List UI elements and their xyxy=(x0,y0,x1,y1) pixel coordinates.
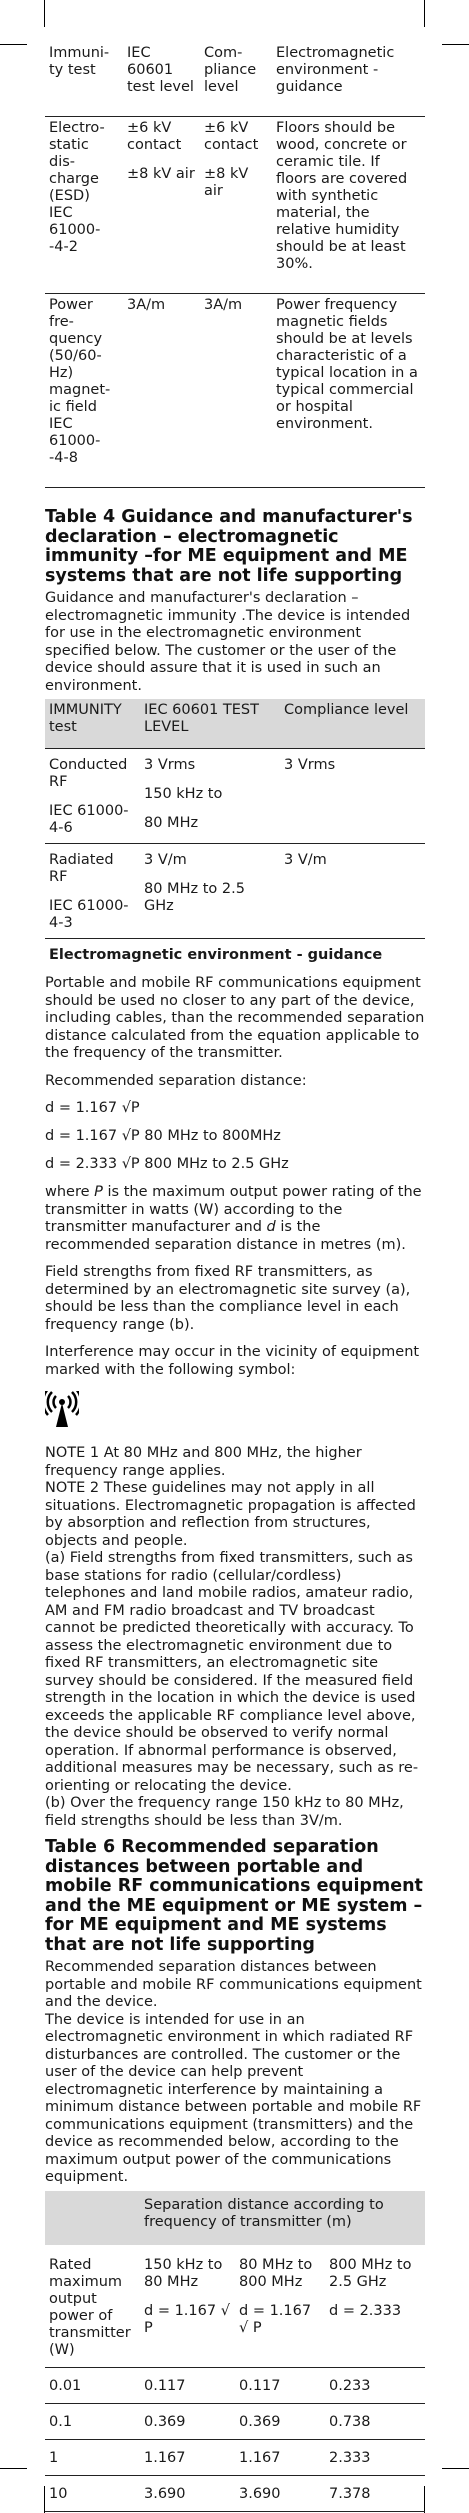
compliance-cell: 3A/m xyxy=(200,294,272,488)
compliance-cell: 3 Vrms xyxy=(280,749,425,844)
cell-text: IEC 61000--4-2 xyxy=(49,205,101,255)
formula: d = 1.167 √P xyxy=(45,1100,140,1116)
crop-mark xyxy=(0,44,27,45)
level-cell xyxy=(140,844,280,939)
cell-text: ±6 kV contact xyxy=(204,120,259,153)
non-ionizing-radiation-icon xyxy=(45,1391,79,1427)
paragraph: The device is intended for use in an electromagnetic environment in which radiated RF disturbances are controlled. The customer or the user of the device can help prevent electromagnetic interference by maintaining a minimum distance between portable and mobile RF communications equipment (transmitters) and the device as recommended below, according to the maximum output power of the communications equipment. xyxy=(45,2011,422,2185)
guidance-cell: Floors should be wood, concrete or ceramic tile. If floors are covered with synthetic material, the relative humidity should be at least 30%. xyxy=(272,117,425,294)
table-header-row xyxy=(45,45,425,117)
header-cell: Immuni-ty test xyxy=(45,45,123,117)
header-cell: Electromagnetic environment - guidance xyxy=(272,45,425,117)
table-row xyxy=(45,2475,425,2511)
crop-mark xyxy=(442,2468,469,2469)
compliance-cell xyxy=(200,117,272,294)
formula: d = 1.167 √P 80 MHz to 800MHz xyxy=(45,1128,281,1144)
header-cell: Com-pliance level xyxy=(200,45,272,117)
note: (a) Field strengths from fixed transmitters, such as base stations for radio (cellular/cordless) telephones and land mobile radios, amateur radio, AM and FM radio broadcast and TV broadcast cannot be predicted theoretically with accuracy. To assess the electromagnetic environment due to fixed RF transmitters, an electromagnetic site survey should be considered. If the measured field strength in the location in which the device is used exceeds the applicable RF compliance level above, the device should be observed to verify normal operation. If abnormal performance is observed, additional measures may be necessary, such as re-orienting or relocating the device. xyxy=(45,1550,419,1794)
paragraph: Guidance and manufacturer's declaration – electromagnetic immunity .The device is intended for use in the electromagnetic environment specified below. The customer or the user of the device should assure that it is used in such an environment. xyxy=(45,590,411,694)
test-cell xyxy=(45,844,140,939)
paragraph: Interference may occur in the vicinity of equipment marked with the following symbol: xyxy=(45,1344,420,1378)
crop-mark xyxy=(442,44,469,45)
cell-text: ±6 kV contact xyxy=(127,120,182,153)
cell-text: 80 MHz to 800 MHz xyxy=(239,2256,313,2290)
separation-distance-table xyxy=(45,2191,425,2512)
paragraph: Recommended separation distance: xyxy=(45,1072,307,1089)
group-header-cell: Separation distance according to frequency of transmitter (m) xyxy=(144,2196,384,2230)
cell-text: 80 MHz to 2.5 GHz xyxy=(144,881,245,914)
cell-text: 80 MHz xyxy=(144,815,199,831)
header-cell xyxy=(235,2245,325,2368)
level-cell: 3A/m xyxy=(123,294,200,488)
immunity-rf-table xyxy=(45,699,425,939)
paragraph: where P is the maximum output power rating of the transmitter in watts (W) according to the transmitter manufacturer and d is the recommended separation distance in metres (m). xyxy=(45,1184,422,1253)
cell-text: Power fre-quency (50/60-Hz) magnet-ic field xyxy=(49,297,111,415)
cell-text: d = 1.167 √ P xyxy=(144,2302,230,2336)
section-title: Table 6 Recommended separation distances between portable and mobile RF communications equipment and the ME equipment or ME system – for ME equipment and ME systems that are not life supporting xyxy=(45,1837,423,1955)
cell-text: 800 MHz to 2.5 GHz xyxy=(329,2256,412,2290)
table-cell: 0.117 xyxy=(140,2367,235,2403)
note: NOTE 2 These guidelines may not apply in all situations. Electromagnetic propagation is affected by absorption and reflection from structures, objects and people. xyxy=(45,1480,416,1549)
crop-mark xyxy=(44,0,45,27)
section-title: Table 4 Guidance and manufacturer's declaration – electromagnetic immunity –for ME equipment and ME systems that are not life supporting xyxy=(45,507,413,586)
cell-text: 150 kHz to xyxy=(144,786,223,802)
table-row xyxy=(45,117,425,294)
level-cell xyxy=(123,117,200,294)
table-row xyxy=(45,844,425,939)
table-cell: 1.167 xyxy=(140,2439,235,2475)
cell-text: IEC 61000--4-8 xyxy=(49,416,101,466)
table-cell: 10 xyxy=(45,2475,140,2511)
cell-text: d = 2.333 xyxy=(329,2302,402,2319)
table-cell: 0.233 xyxy=(325,2367,425,2403)
immunity-table xyxy=(45,45,425,488)
crop-mark xyxy=(0,2468,27,2469)
table-cell: 0.369 xyxy=(140,2403,235,2439)
header-cell: IMMUNITY test xyxy=(45,699,140,749)
table-cell: 1 xyxy=(45,2439,140,2475)
level-cell xyxy=(140,749,280,844)
table-row xyxy=(45,2367,425,2403)
paragraph: Field strengths from fixed RF transmitters, as determined by an electromagnetic site survey (a), should be less than the compliance level in each frequency range (b). xyxy=(45,1264,411,1333)
test-cell xyxy=(45,117,123,294)
cell-text: 3 V/m xyxy=(144,852,187,868)
test-cell xyxy=(45,294,123,488)
table-header-row xyxy=(45,2245,425,2368)
header-cell xyxy=(45,2191,140,2245)
paragraph: Portable and mobile RF communications equipment should be used no closer to any part of the device, including cables, than the recommended separation distance calculated from the equation applicable to the frequency of the transmitter. xyxy=(45,975,425,1061)
header-cell: Compliance level xyxy=(280,699,425,749)
cell-text: Radiated RF xyxy=(49,852,114,885)
cell-text: ±8 kV air xyxy=(127,166,195,182)
page-content xyxy=(45,45,425,2512)
cell-text: d = 1.167 √ P xyxy=(239,2302,312,2336)
table-cell: 2.333 xyxy=(325,2439,425,2475)
header-cell xyxy=(140,2245,235,2368)
note: NOTE 1 At 80 MHz and 800 MHz, the higher frequency range applies. xyxy=(45,1445,362,1479)
guidance-cell: Power frequency magnetic fields should be at levels characteristic of a typical location in a typical commercial or hospital environment. xyxy=(272,294,425,488)
table-header-row xyxy=(45,2191,425,2245)
table-cell: 0.738 xyxy=(325,2403,425,2439)
test-cell xyxy=(45,749,140,844)
header-cell: IEC 60601 TEST LEVEL xyxy=(140,699,280,749)
header-cell: Rated maximum output power of transmitter (W) xyxy=(45,2245,140,2368)
formula: d = 2.333 √P 800 MHz to 2.5 GHz xyxy=(45,1156,289,1172)
table-row xyxy=(45,2403,425,2439)
table-row xyxy=(45,294,425,488)
table-cell: 1.167 xyxy=(235,2439,325,2475)
table-cell: 3.690 xyxy=(140,2475,235,2511)
header-cell xyxy=(325,2245,425,2368)
header-cell: IEC 60601 test level xyxy=(123,45,200,117)
cell-text: 3 Vrms xyxy=(144,757,196,773)
table-cell: 0.369 xyxy=(235,2403,325,2439)
env-guidance-label: Electromagnetic environment - guidance xyxy=(49,947,383,963)
table-cell: 7.378 xyxy=(325,2475,425,2511)
cell-text: 150 kHz to 80 MHz xyxy=(144,2256,223,2290)
cell-text: Conducted RF xyxy=(49,757,128,790)
table-row xyxy=(45,2439,425,2475)
paragraph: Recommended separation distances between portable and mobile RF communications equipment and the device. xyxy=(45,1959,422,2010)
table-cell: 0.117 xyxy=(235,2367,325,2403)
note: (b) Over the frequency range 150 kHz to 80 MHz, field strengths should be less than 3V/m. xyxy=(45,1795,404,1829)
table-row xyxy=(45,749,425,844)
cell-text: IEC 61000-4-3 xyxy=(49,898,129,931)
cell-text: Electro-static dis-charge (ESD) xyxy=(49,120,105,204)
compliance-cell: 3 V/m xyxy=(280,844,425,939)
table-header-row xyxy=(45,699,425,749)
table-cell: 0.1 xyxy=(45,2403,140,2439)
cell-text: IEC 61000-4-6 xyxy=(49,803,129,836)
table-cell: 3.690 xyxy=(235,2475,325,2511)
table-cell: 0.01 xyxy=(45,2367,140,2403)
crop-mark xyxy=(424,0,425,27)
cell-text: ±8 kV air xyxy=(204,166,249,199)
